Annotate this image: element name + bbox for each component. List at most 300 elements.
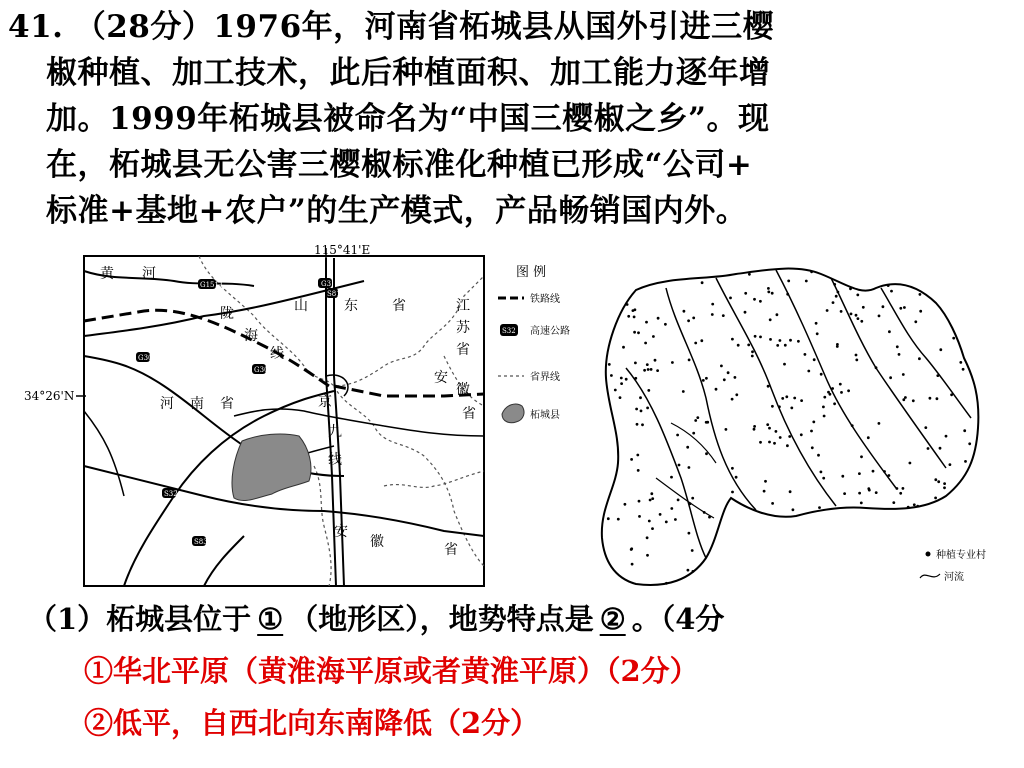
village-dot — [754, 335, 757, 338]
village-dot — [700, 339, 703, 342]
village-dot — [936, 397, 939, 400]
village-dot — [622, 346, 625, 349]
sub-question — [28, 602, 724, 636]
village-dot — [689, 502, 692, 505]
village-dot — [720, 365, 723, 368]
svg-text:G1511: G1511 — [200, 281, 224, 289]
village-dot — [949, 463, 952, 466]
village-dot — [759, 441, 762, 444]
village-dot — [705, 377, 708, 380]
village-dot — [638, 500, 641, 503]
label-xian2: 线 — [328, 452, 342, 468]
village-dot — [867, 487, 870, 490]
village-dot — [635, 408, 638, 411]
label-sheng3: 省 — [462, 406, 476, 422]
village-dot — [766, 423, 769, 426]
village-dot — [918, 357, 921, 360]
label-jiu: 九 — [328, 424, 342, 440]
village-dot — [860, 455, 863, 458]
label-sheng4: 省 — [444, 542, 458, 558]
question-line-4: 在，柘城县无公害三樱椒标准化种植已形成“公司+ — [46, 147, 753, 183]
longitude-label: 115°41'E — [314, 243, 371, 257]
village-dot — [805, 280, 808, 283]
village-dot — [790, 407, 793, 410]
village-dot — [813, 358, 816, 361]
legend-river: 河流 — [944, 572, 964, 583]
village-dot — [924, 426, 927, 429]
label-henan-he: 河 — [160, 396, 174, 412]
village-dot — [708, 516, 711, 519]
label-he: 河 — [142, 266, 156, 282]
village-legend — [920, 548, 986, 583]
highway-badge — [252, 364, 269, 374]
label-an: 安 — [434, 370, 448, 386]
village-dot — [800, 433, 803, 436]
sub-question-middle: （地形区），地势特点是 — [289, 602, 594, 636]
village-dot — [775, 430, 778, 433]
village-dot — [771, 502, 774, 505]
village-dot — [711, 303, 714, 306]
question-line-2: 椒种植、加工技术，此后种植面积、加工能力逐年增 — [46, 55, 771, 91]
village-dot — [608, 363, 611, 366]
village-dot — [875, 366, 878, 369]
question-line-1: 41. （28分）1976年，河南省柘城县从国外引进三樱 — [8, 9, 775, 45]
question-line-3: 加。1999年柘城县被命名为“中国三樱椒之乡”。现 — [46, 101, 770, 137]
village-dot — [783, 363, 786, 366]
legend-title: 图 例 — [516, 265, 547, 280]
svg-text:S32: S32 — [164, 490, 178, 498]
village-dot — [648, 520, 651, 523]
village-dot — [688, 532, 691, 535]
village-dot — [692, 317, 695, 320]
village-dot — [702, 379, 705, 382]
village-dot — [771, 292, 774, 295]
village-dot — [744, 292, 747, 295]
village-dot — [909, 462, 912, 465]
village-dot — [646, 407, 649, 410]
highway-badge — [136, 352, 153, 362]
village-dot — [664, 323, 667, 326]
village-dot — [855, 359, 858, 362]
village-dot — [888, 474, 891, 477]
village-dot — [899, 307, 902, 310]
village-dot — [610, 374, 613, 377]
village-dot — [626, 303, 629, 306]
village-dot — [867, 436, 870, 439]
village-dot — [811, 446, 814, 449]
village-dot — [703, 511, 706, 514]
village-dot — [691, 549, 694, 552]
village-dot — [939, 447, 942, 450]
village-dot — [860, 502, 863, 505]
village-dot — [637, 331, 640, 334]
label-an2: 安 — [334, 524, 348, 540]
village-dot — [858, 492, 861, 495]
village-dot — [687, 319, 690, 322]
village-dot — [919, 310, 922, 313]
village-dot — [786, 293, 789, 296]
village-dot — [950, 393, 953, 396]
highway-badge — [198, 279, 223, 289]
village-dot — [779, 339, 782, 342]
village-dot — [665, 521, 668, 524]
village-dot — [638, 515, 641, 518]
village-dot — [778, 405, 781, 408]
label-jing: 京 — [318, 394, 332, 410]
village-dot — [883, 470, 886, 473]
label-xian: 线 — [270, 346, 284, 362]
village-dot — [644, 342, 647, 345]
legend-highway: 高速公路 — [530, 326, 570, 337]
village-dot — [624, 503, 627, 506]
village-dot — [822, 406, 825, 409]
village-dot — [810, 270, 813, 273]
village-dot — [731, 491, 734, 494]
village-dot — [919, 293, 922, 296]
village-dot — [896, 345, 899, 348]
legend-village: 种植专业村 — [936, 550, 986, 561]
village-dot — [840, 391, 843, 394]
legend-county: 柘城县 — [530, 410, 560, 421]
highway-badge — [192, 536, 208, 546]
village-dot — [677, 499, 680, 502]
village-dot — [731, 338, 734, 341]
village-dot — [817, 454, 820, 457]
village-dot — [939, 348, 942, 351]
village-dot — [727, 371, 730, 374]
village-dot — [856, 294, 859, 297]
legend-railway: 铁路线 — [530, 294, 560, 305]
village-dot — [889, 376, 892, 379]
village-dot — [634, 362, 637, 365]
village-dot — [753, 298, 756, 301]
village-dot — [914, 320, 917, 323]
village-dot — [763, 490, 766, 493]
village-dot — [767, 287, 770, 290]
village-dot — [751, 350, 754, 353]
village-dot — [836, 345, 839, 348]
village-dot — [827, 391, 830, 394]
village-dot — [759, 336, 762, 339]
village-dot — [688, 466, 691, 469]
village-dot — [767, 291, 770, 294]
map-legend — [498, 265, 570, 423]
label-henan-sheng: 省 — [220, 396, 234, 412]
label-hai: 海 — [244, 328, 258, 344]
village-dot — [659, 513, 662, 516]
village-dot — [781, 397, 784, 400]
village-dot — [687, 569, 690, 572]
highway-badge — [326, 288, 341, 298]
village-dot — [934, 497, 937, 500]
village-dot — [898, 353, 901, 356]
village-dot — [692, 432, 695, 435]
village-dot — [735, 393, 738, 396]
village-dot — [902, 398, 905, 401]
village-dot — [833, 283, 836, 286]
village-dot — [899, 492, 902, 495]
village-dot — [902, 373, 905, 376]
village-dot — [636, 454, 639, 457]
village-dot — [826, 309, 829, 312]
label-huang: 黄 — [100, 266, 114, 282]
village-dot — [892, 501, 895, 504]
village-dot — [607, 517, 610, 520]
village-dot — [916, 505, 919, 508]
village-dot — [731, 398, 734, 401]
village-dot — [912, 399, 915, 402]
village-dot — [833, 402, 836, 405]
village-dot — [619, 396, 622, 399]
question-line-5: 标准+基地+农户”的生产模式，产品畅销国内外。 — [46, 193, 748, 229]
village-dot — [776, 344, 779, 347]
village-dot — [888, 330, 891, 333]
village-dot — [674, 518, 677, 521]
village-dot — [723, 378, 726, 381]
village-dot — [907, 506, 910, 509]
answer-2: ②低平，自西北向东南降低（2分） — [84, 706, 540, 740]
location-map — [24, 236, 584, 588]
highway-badge — [162, 488, 178, 498]
village-dot — [768, 427, 771, 430]
village-dot — [633, 331, 636, 334]
village-dot — [631, 563, 634, 566]
village-dot — [751, 355, 754, 358]
village-dot — [651, 527, 654, 530]
village-dot — [705, 421, 708, 424]
village-dot — [691, 497, 694, 500]
village-dot — [962, 368, 965, 371]
answer-1: ①华北平原（黄淮海平原或者黄淮平原）（2分） — [84, 654, 699, 688]
village-dot — [678, 464, 681, 467]
village-dot — [896, 487, 899, 490]
village-dot — [711, 313, 714, 316]
village-dot — [646, 363, 649, 366]
village-dot — [882, 305, 885, 308]
village-dot — [686, 446, 689, 449]
village-dot — [688, 359, 691, 362]
village-dot — [744, 311, 747, 314]
village-dot — [705, 452, 708, 455]
village-dot — [820, 373, 823, 376]
village-dot — [771, 405, 774, 408]
village-dot — [670, 507, 673, 510]
village-dot — [847, 389, 850, 392]
village-dot — [878, 422, 881, 425]
village-dot — [875, 491, 878, 494]
village-dot — [831, 387, 834, 390]
village-dot — [633, 316, 636, 319]
village-dot — [722, 314, 725, 317]
label-sheng2: 省 — [456, 342, 470, 358]
village-dot — [841, 475, 844, 478]
label-shan: 山 — [294, 298, 308, 314]
village-dot — [784, 344, 787, 347]
village-dot — [797, 340, 800, 343]
village-dot — [696, 416, 699, 419]
village-dot — [968, 442, 971, 445]
village-dot — [636, 423, 639, 426]
village-dot — [701, 281, 704, 284]
village-dot — [620, 382, 623, 385]
village-dot — [767, 385, 770, 388]
village-dot — [934, 478, 937, 481]
village-dot — [694, 342, 697, 345]
label-sheng: 省 — [392, 298, 406, 314]
village-dot — [804, 353, 807, 356]
village-dot — [632, 309, 635, 312]
legend-boundary: 省界线 — [530, 372, 560, 383]
svg-text:G30: G30 — [254, 366, 269, 374]
village-dot — [964, 460, 967, 463]
village-dot — [764, 480, 767, 483]
village-dot — [734, 376, 737, 379]
village-dot — [630, 458, 633, 461]
village-dot — [729, 297, 732, 300]
village-dot — [646, 536, 649, 539]
village-dot — [630, 548, 633, 551]
village-dot — [768, 441, 771, 444]
village-dot — [851, 424, 854, 427]
svg-text:S32: S32 — [502, 327, 516, 335]
village-dot — [676, 434, 679, 437]
village-dot — [832, 301, 835, 304]
village-dot — [822, 477, 825, 480]
svg-text:S81: S81 — [327, 290, 341, 298]
village-dot — [788, 435, 791, 438]
village-dot — [650, 368, 653, 371]
highway-badge — [318, 278, 332, 288]
village-dot — [878, 315, 881, 318]
village-dot — [737, 344, 740, 347]
blank-1: ① — [257, 602, 284, 636]
village-dot — [860, 320, 863, 323]
village-dot — [682, 390, 685, 393]
label-jiang: 江 — [456, 298, 470, 314]
latitude-label: 34°26'N — [24, 389, 75, 403]
village-dot — [776, 313, 779, 316]
village-dot — [617, 518, 620, 521]
village-dot — [715, 388, 718, 391]
village-dot — [625, 378, 628, 381]
village-dot — [818, 506, 821, 509]
village-dot — [872, 470, 875, 473]
village-dot — [936, 374, 939, 377]
village-dot — [855, 354, 858, 357]
village-dot — [753, 425, 756, 428]
label-su: 苏 — [456, 320, 470, 336]
svg-text:G3: G3 — [321, 280, 332, 288]
village-dot — [952, 337, 955, 340]
village-dot — [665, 582, 668, 585]
village-dot — [694, 419, 697, 422]
village-dot — [789, 490, 792, 493]
village-dot — [943, 486, 946, 489]
village-dot — [890, 290, 893, 293]
zhecheng-county-region — [232, 434, 311, 501]
village-dot — [857, 317, 860, 320]
village-dot — [855, 314, 858, 317]
village-dot — [789, 339, 792, 342]
village-dot — [748, 273, 751, 276]
village-dot — [959, 361, 962, 364]
label-hui2: 徽 — [370, 534, 384, 550]
village-dot — [839, 383, 842, 386]
village-dot — [646, 554, 649, 557]
village-dot — [840, 310, 843, 313]
label-long: 陇 — [220, 306, 234, 322]
village-dot — [887, 284, 890, 287]
village-dot — [747, 344, 750, 347]
svg-text:S83: S83 — [194, 538, 208, 546]
village-dot — [657, 317, 660, 320]
village-dot — [823, 415, 826, 418]
village-dot — [800, 399, 803, 402]
village-dot — [849, 287, 852, 290]
village-dot — [858, 472, 861, 475]
village-dot — [671, 361, 674, 364]
village-dot — [649, 499, 652, 502]
village-dot — [810, 430, 813, 433]
village-dot — [637, 469, 640, 472]
village-dot — [963, 429, 966, 432]
village-dot — [815, 322, 818, 325]
village-dot — [820, 471, 823, 474]
label-hui: 徽 — [456, 382, 470, 398]
sub-question-suffix: 。（4分 — [631, 602, 725, 636]
village-dot — [816, 332, 819, 335]
village-dot — [835, 295, 838, 298]
village-dot — [692, 570, 695, 573]
village-dot — [769, 338, 772, 341]
village-dot — [773, 442, 776, 445]
village-dot — [837, 291, 840, 294]
village-dot — [759, 300, 762, 303]
village-dot — [786, 444, 789, 447]
village-dot — [652, 335, 655, 338]
village-dot — [725, 428, 728, 431]
village-dot — [812, 421, 815, 424]
village-dot — [753, 428, 756, 431]
village-dot — [643, 369, 646, 372]
village-dot — [823, 396, 826, 399]
village-dot — [731, 467, 734, 470]
village-dot — [937, 480, 940, 483]
village-dot — [913, 503, 916, 506]
svg-text:G30: G30 — [138, 354, 153, 362]
village-dot — [793, 397, 796, 400]
village-dot — [945, 435, 948, 438]
village-dot — [785, 395, 788, 398]
village-dot — [645, 321, 648, 324]
village-dot — [943, 482, 946, 485]
blank-2: ② — [599, 602, 626, 636]
village-dot — [651, 497, 654, 500]
village-dot — [627, 315, 630, 318]
village-dot — [647, 389, 650, 392]
label-henan-nan: 南 — [190, 396, 204, 412]
village-dot — [903, 306, 906, 309]
village-dot — [787, 280, 790, 283]
village-dot — [654, 359, 657, 362]
village-dot — [634, 377, 637, 380]
village-dot — [779, 436, 782, 439]
sub-question-prefix: （1）柘城县位于 — [28, 602, 252, 636]
village-dot — [614, 389, 617, 392]
village-dot — [656, 369, 659, 372]
village-dot — [650, 492, 653, 495]
village-dot — [769, 318, 772, 321]
